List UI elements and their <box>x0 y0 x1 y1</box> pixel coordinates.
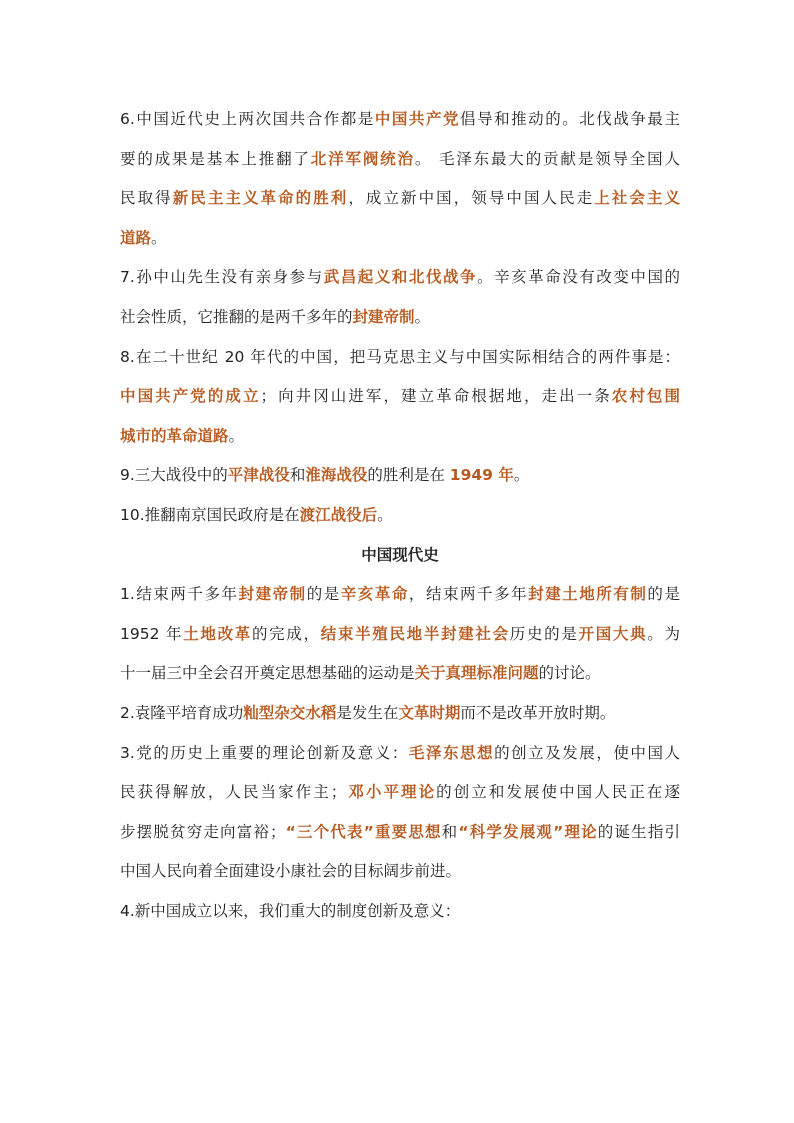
highlighted-term: 中国共产党 <box>374 110 461 128</box>
plain-text: 的完成， <box>252 624 321 643</box>
plain-text: 1952 年 <box>120 624 184 643</box>
highlighted-term: 中国共产党的成立 <box>120 387 261 406</box>
plain-text: 历史的是 <box>509 624 579 643</box>
text-line <box>120 852 680 892</box>
plain-text: ，成立新中国，领导中国人民走 <box>348 189 595 208</box>
section-title <box>120 536 680 576</box>
highlighted-term: “三个代表”重要思想 <box>285 822 442 841</box>
highlighted-term: 封建土地所有制 <box>528 585 648 604</box>
text-line <box>120 694 680 734</box>
plain-text: 是发生在 <box>336 703 399 722</box>
highlighted-term: 籼型杂交水稻 <box>243 703 337 722</box>
text-line <box>120 734 680 774</box>
text-line <box>120 140 680 180</box>
plain-text: 8.在二十世纪 20 年代的中国，把马克思主义与中国实际相结合的两件事是： <box>120 347 680 366</box>
plain-text: 十一届三中全会召开奠定思想基础的运动是 <box>120 664 415 683</box>
plain-text: 民获得解放，人民当家作主； <box>120 783 347 802</box>
plain-text: 6.中国近代史上两次国共合作都是 <box>120 110 375 128</box>
plain-text: 。 <box>377 505 393 524</box>
document-body <box>120 100 680 931</box>
highlighted-term: 1949 年 <box>449 466 514 485</box>
plain-text: 倡导和推动的。北伐战争最主 <box>460 110 680 128</box>
text-line <box>120 417 680 457</box>
plain-text: 9.三大战役中的 <box>120 466 228 485</box>
highlighted-term: 道路 <box>120 228 152 247</box>
text-line <box>120 813 680 853</box>
plain-text: 4.新中国成立以来，我们重大的制度创新及意义： <box>120 901 461 920</box>
plain-text: 的诞生指引 <box>597 822 680 841</box>
plain-text: 。为 <box>647 624 680 643</box>
highlighted-term: 平津战役 <box>227 466 290 485</box>
highlighted-term: 结束半殖民地半封建社会 <box>320 624 510 643</box>
text-line <box>120 338 680 378</box>
plain-text: 。 <box>414 307 431 326</box>
plain-text: 的是 <box>647 585 680 604</box>
text-line <box>120 496 680 536</box>
text-line <box>120 377 680 417</box>
text-line <box>120 219 680 259</box>
plain-text: 1.结束两千多年 <box>120 585 239 604</box>
plain-text: 的是 <box>306 585 341 604</box>
highlighted-term: 渡江战役后 <box>299 505 378 524</box>
plain-text: 而不是改革开放时期。 <box>460 703 616 722</box>
plain-text: 。 <box>513 466 530 485</box>
highlighted-term: “科学发展观”理论 <box>458 822 598 841</box>
highlighted-term: 农村包围 <box>611 387 680 406</box>
highlighted-term: 邓小平理论 <box>346 783 437 802</box>
plain-text: 和 <box>289 466 306 485</box>
plain-text: ；向井冈山进军，建立革命根据地，走出一条 <box>260 387 612 406</box>
plain-text: 3.党的历史上重要的理论创新及意义： <box>120 743 409 762</box>
highlighted-term: 北洋军阀统治 <box>310 149 415 168</box>
text-line <box>120 298 680 338</box>
plain-text: 要的成果是基本上推翻了 <box>120 149 311 168</box>
highlighted-term: 封建帝制 <box>352 307 415 326</box>
plain-text: 。辛亥革命没有改变中国的 <box>477 268 680 287</box>
plain-text: 步摆脱贫穷走向富裕； <box>120 822 286 841</box>
text-line <box>120 575 680 615</box>
text-line <box>120 179 680 219</box>
text-line <box>120 100 680 140</box>
text-line <box>120 892 680 932</box>
plain-text: 民取得 <box>120 189 173 208</box>
highlighted-term: 新民主主义革命的胜利 <box>172 189 349 208</box>
highlighted-term: 关于真理标准问题 <box>414 664 539 683</box>
highlighted-term: 辛亥革命 <box>340 585 409 604</box>
plain-text: 社会性质，它推翻的是两千多年的 <box>120 307 353 326</box>
plain-text: 中国人民向着全面建设小康社会的目标阔步前进。 <box>120 862 462 881</box>
highlighted-term: 上社会主义 <box>594 189 680 208</box>
plain-text: 。 <box>151 228 167 247</box>
highlighted-term: 城市的革命道路 <box>120 426 229 445</box>
text-line <box>120 654 680 694</box>
plain-text: 中国现代史 <box>361 545 439 564</box>
plain-text: 的创立和发展使中国人民正在逐 <box>436 783 680 802</box>
plain-text: 的讨论。 <box>538 664 601 683</box>
plain-text: 2.袁隆平培育成功 <box>120 703 244 722</box>
highlighted-term: 土地改革 <box>183 624 252 643</box>
plain-text: 和 <box>441 822 459 841</box>
highlighted-term: 开国大典 <box>578 624 648 643</box>
plain-text: ，结束两千多年 <box>408 585 529 604</box>
highlighted-term: 毛泽东思想 <box>408 743 495 762</box>
highlighted-term: 文革时期 <box>398 703 461 722</box>
text-line <box>120 456 680 496</box>
highlighted-term: 淮海战役 <box>305 466 368 485</box>
plain-text: 7.孙中山先生没有亲身参与 <box>120 268 324 287</box>
plain-text: 。 <box>228 426 245 445</box>
highlighted-term: 武昌起义和北伐战争 <box>323 268 478 287</box>
plain-text: 的胜利是在 <box>367 466 450 485</box>
plain-text: 。 毛泽东最大的贡献是领导全国人 <box>414 149 680 168</box>
text-line <box>120 258 680 298</box>
text-line <box>120 773 680 813</box>
plain-text: 10.推翻南京国民政府是在 <box>120 505 300 524</box>
text-line <box>120 615 680 655</box>
highlighted-term: 封建帝制 <box>238 585 307 604</box>
plain-text: 的创立及发展，使中国人 <box>494 743 680 762</box>
